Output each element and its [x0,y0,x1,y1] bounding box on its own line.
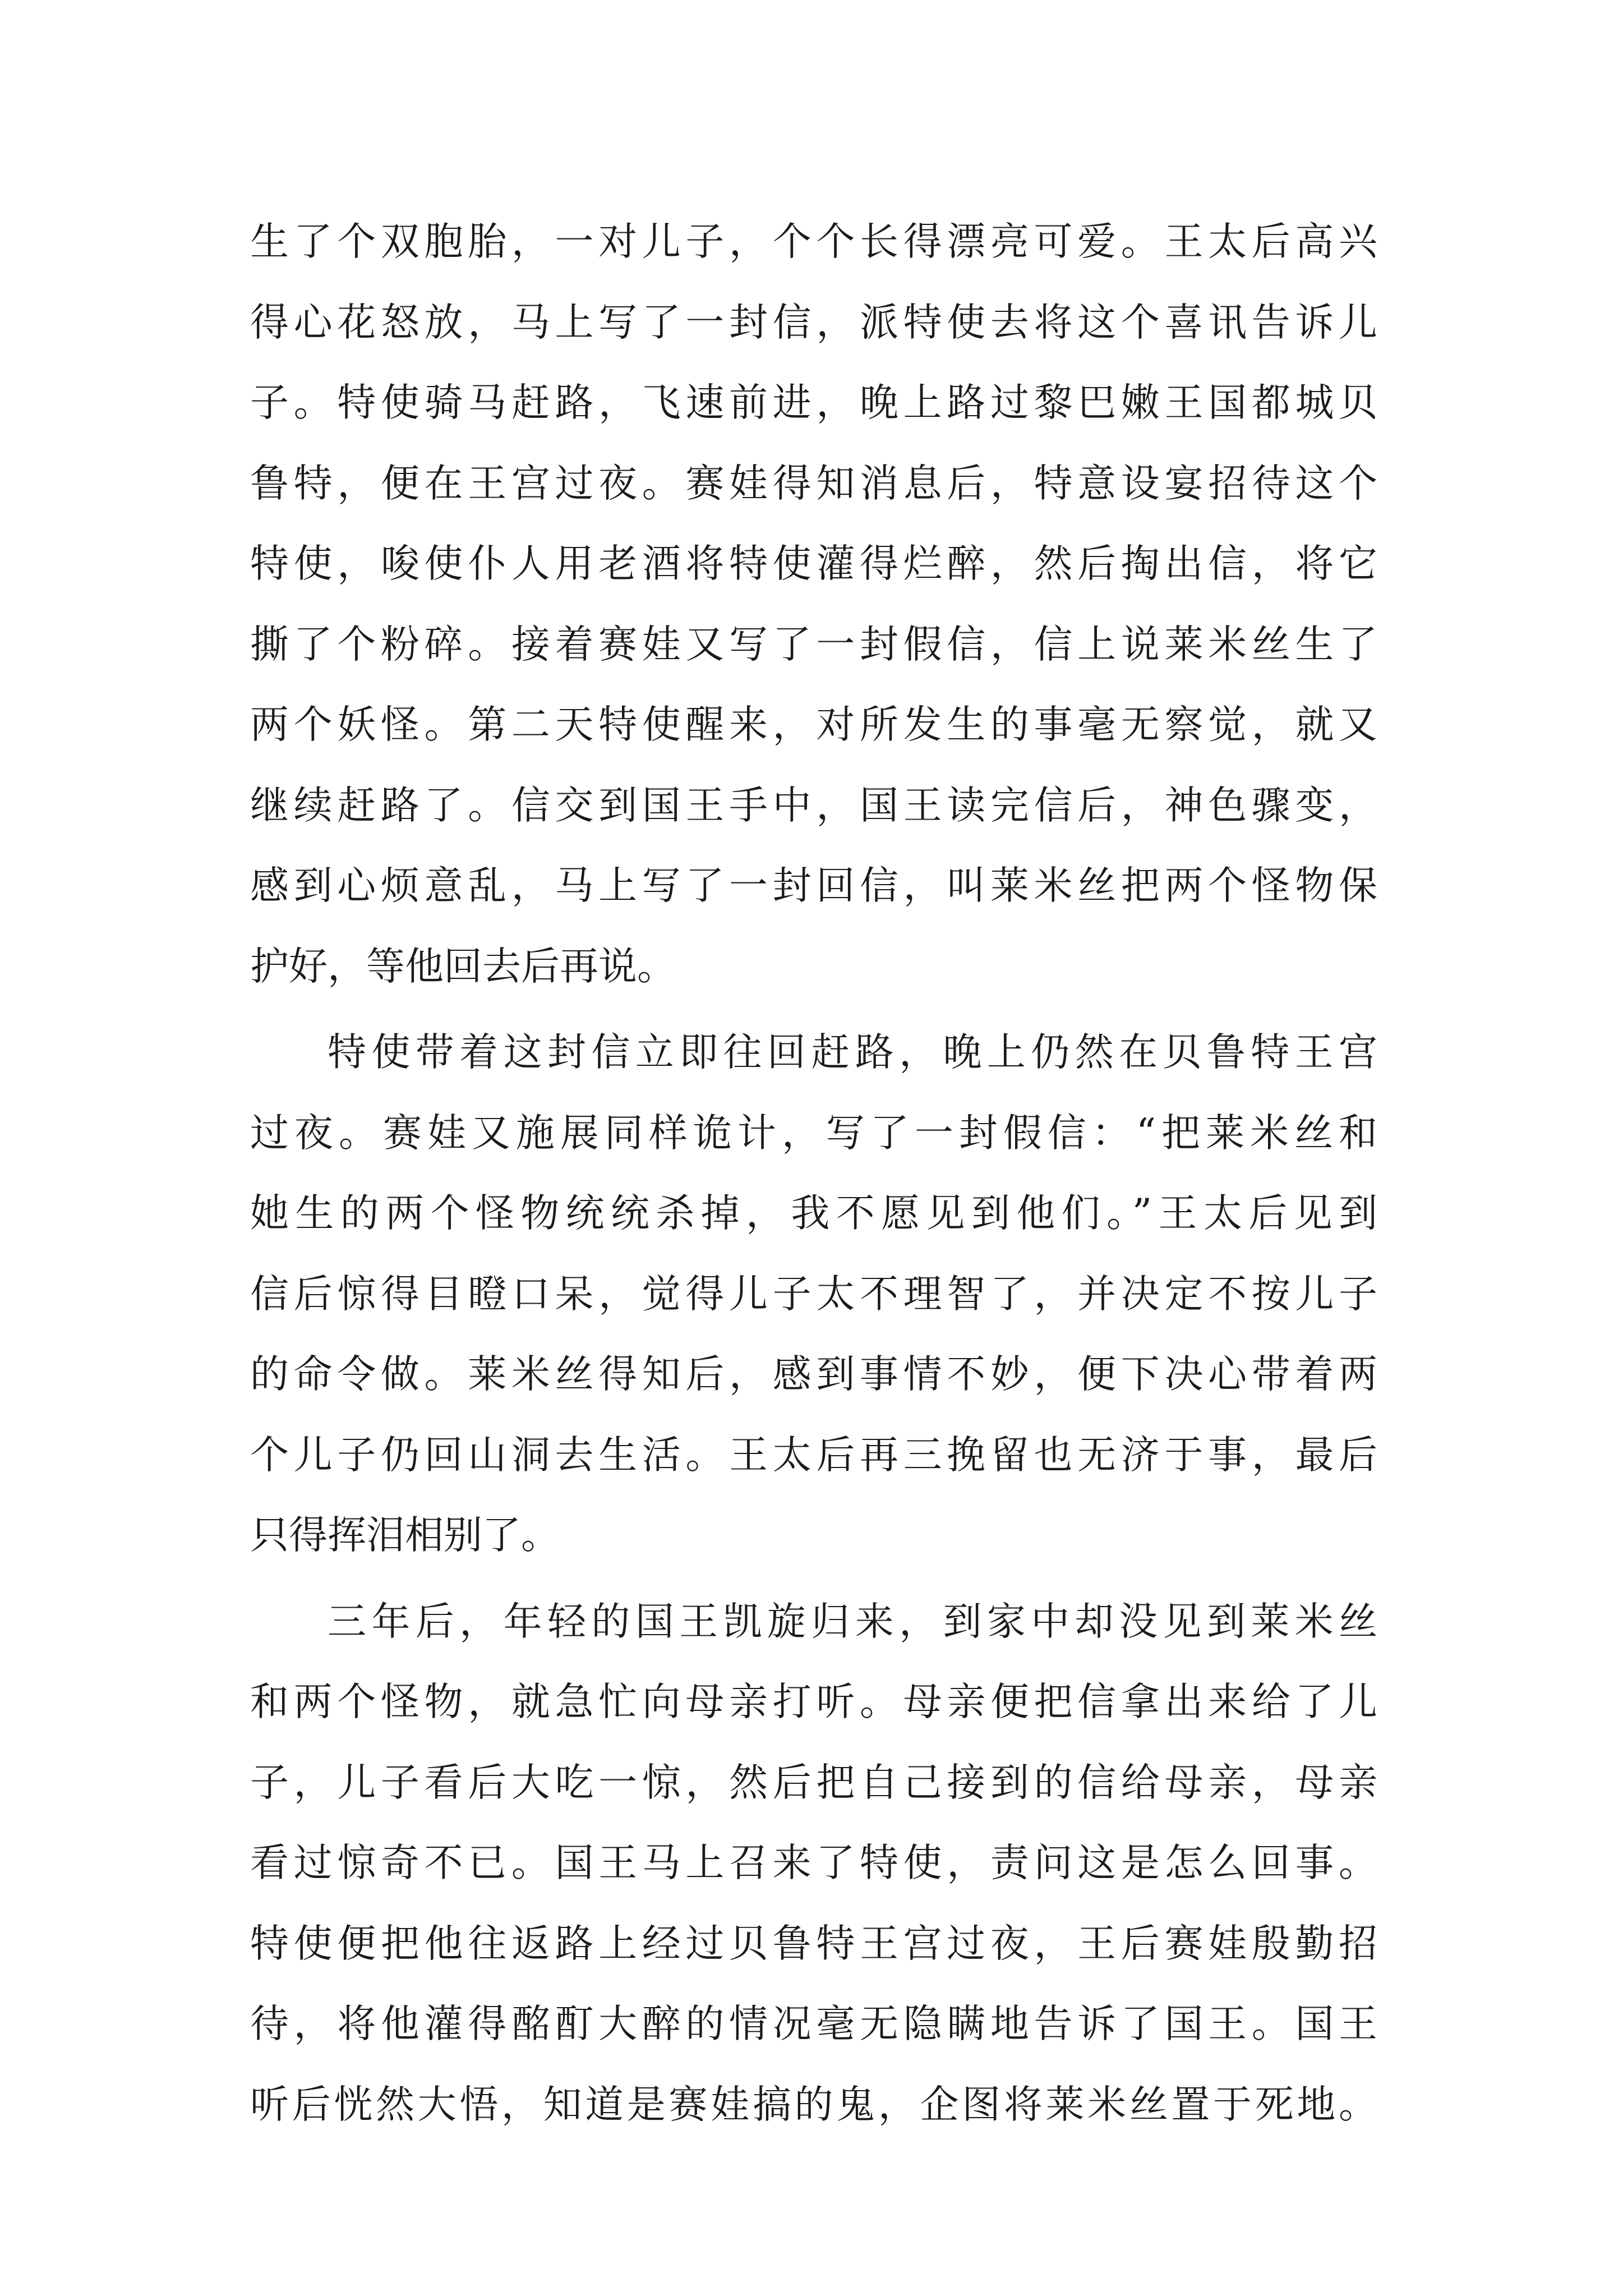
text-line: 和两个怪物，就急忙向母亲打听。母亲便把信拿出来给了儿 [250,1680,1377,1724]
text-line: 撕了个粉碎。接着赛娃又写了一封假信，信上说莱米丝生了 [250,622,1377,667]
text-line: 护好，等他回去后再说。 [250,944,676,989]
text-line: 看过惊奇不已。国王马上召来了特使，责问这是怎么回事。 [250,1841,1377,1885]
text-line: 感到心烦意乱，马上写了一封回信，叫莱米丝把两个怪物保 [250,863,1377,908]
text-line: 三年后，年轻的国王凯旋归来，到家中却没见到莱米丝 [328,1599,1377,1644]
text-line: 特使，唆使仆人用老酒将特使灌得烂醉，然后掏出信，将它 [250,541,1377,586]
text-line: 生了个双胞胎，一对儿子，个个长得漂亮可爱。王太后高兴 [250,219,1377,264]
text-line: 她生的两个怪物统统杀掉，我不愿见到他们。”王太后见到 [250,1191,1377,1236]
paragraph-gap [250,1576,1377,1582]
body-text [250,202,1377,2145]
paragraph-gap [250,1007,1377,1013]
text-line: 的命令做。莱米丝得知后，感到事情不妙，便下决心带着两 [250,1352,1377,1397]
paragraph [250,1013,1377,1576]
text-line: 子。特使骑马赶路，飞速前进，晚上路过黎巴嫩王国都城贝 [250,380,1377,425]
text-line: 子，儿子看后大吃一惊，然后把自己接到的信给母亲，母亲 [250,1760,1377,1805]
text-line: 特使带着这封信立即往回赶路，晚上仍然在贝鲁特王宫 [328,1030,1377,1075]
text-line: 待，将他灌得酩酊大醉的情况毫无隐瞒地告诉了国王。国王 [250,2001,1377,2046]
text-line: 只得挥泪相别了。 [250,1513,560,1558]
text-line: 过夜。赛娃又施展同样诡计，写了一封假信：“把莱米丝和 [250,1110,1377,1156]
text-line: 个儿子仍回山洞去生活。王太后再三挽留也无济于事，最后 [250,1432,1377,1478]
text-line: 继续赶路了。信交到国王手中，国王读完信后，神色骤变， [250,783,1377,828]
text-line: 听后恍然大悟，知道是赛娃搞的鬼，企图将莱米丝置于死地。 [250,2082,1377,2127]
text-line: 得心花怒放，马上写了一封信，派特使去将这个喜讯告诉儿 [250,300,1377,345]
text-line: 特使便把他往返路上经过贝鲁特王宫过夜，王后赛娃殷勤招 [250,1921,1377,1966]
text-line: 信后惊得目瞪口呆，觉得儿子太不理智了，并决定不按儿子 [250,1271,1377,1317]
paragraph [250,1582,1377,2146]
text-line: 两个妖怪。第二天特使醒来，对所发生的事毫无察觉，就又 [250,702,1377,747]
paragraph [250,202,1377,1007]
text-line: 鲁特，便在王宫过夜。赛娃得知消息后，特意设宴招待这个 [250,461,1377,506]
